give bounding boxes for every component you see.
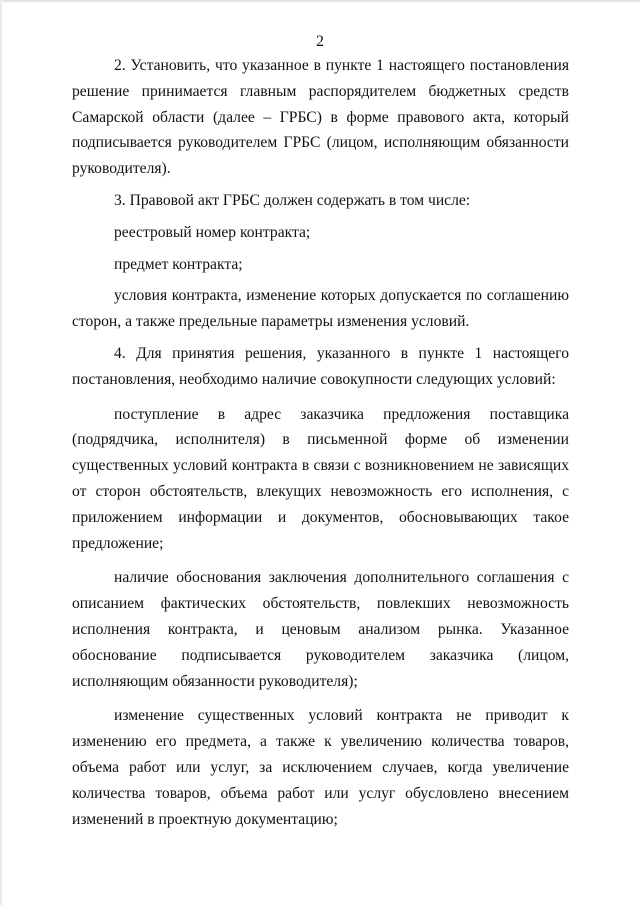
paragraph-justification: наличие обоснования заключения дополнительного соглашения с описанием фактических обстоятельств, повлекших невозможность исполнения контракта, и ценовым анализом рынка. Указанное обоснование подписывается руководителем заказчика (лицом, исполняющим обязанности руководителя); <box>72 569 569 690</box>
scan-edge-left <box>0 0 3 905</box>
paragraph-registry-number: реестровый номер контракта; <box>114 223 311 241</box>
paragraph-contract-terms: условия контракта, изменение которых допускается по соглашению сторон, а также предельные параметры изменения условий. <box>72 287 569 331</box>
paragraph-clause-2: 2. Установить, что указанное в пункте 1 настоящего постановления решение принимается главным распорядителем бюджетных средств Самарской области (далее – ГРБС) в форме правового акта, который подписывается руководителем ГРБС (лицом, исполняющим обязанности руководителя). <box>72 57 569 178</box>
page-number: 2 <box>316 33 324 50</box>
paragraph-clause-3: 3. Правовой акт ГРБС должен содержать в том числе: <box>114 191 471 209</box>
document-body <box>72 53 569 832</box>
paragraph-contract-subject: предмет контракта; <box>114 255 243 273</box>
scan-edge-top <box>0 0 640 3</box>
paragraph-supplier-proposal: поступление в адрес заказчика предложения поставщика (подрядчика, исполнителя) в письменной форме об изменении существенных условий контракта в связи с возникновением не зависящих от сторон обстоятельств, влекущих невозможность его исполнения, с приложением информации и документов, обосновывающих такое предложение; <box>72 405 569 552</box>
paragraph-subject-unchanged: изменение существенных условий контракта не приводит к изменению его предмета, а также к увеличению количества товаров, объема работ или услуг, за исключением случаев, когда увеличение количества товаров, объема работ или услуг обусловлено внесением изменений в проектную документацию; <box>72 707 569 828</box>
paragraph-clause-4: 4. Для принятия решения, указанного в пункте 1 настоящего постановления, необходимо наличие совокупности следующих условий: <box>72 344 569 388</box>
